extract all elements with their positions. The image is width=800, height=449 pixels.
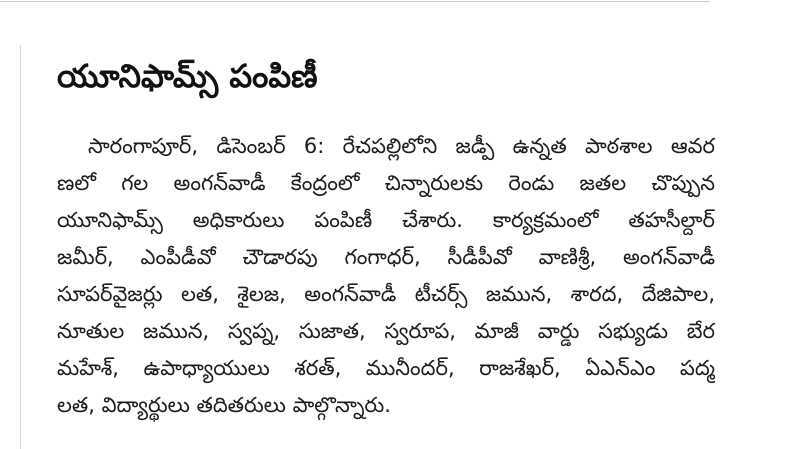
column-divider <box>20 45 21 449</box>
article-line: లత, విద్యార్థులు తదితరులు పాల్గొన్నారు. <box>57 393 391 417</box>
article-line: సారంగాపూర్, డిసెంబర్ 6: రేచపల్లిలోని జడ్పీ ఉన్నత పాఠశాల ఆవర <box>88 134 715 158</box>
top-divider <box>0 1 710 2</box>
article-line: సూపర్‌వైజర్లు లత, శైలజ, అంగన్‌వాడీ టీచర్స్ జమున, శారద, దేజిపాల, <box>57 282 715 306</box>
article-line: యూనిఫామ్స్ అధికారులు పంపిణీ చేశారు. కార్యక్రమంలో తహసీల్దార్ <box>57 208 715 232</box>
article-line: ణలో గల అంగన్‌వాడీ కేంద్రంలో చిన్నారులకు రెండు జతల చొప్పున <box>57 171 715 195</box>
article-line: మహేశ్, ఉపాధ్యాయులు శరత్, మునీందర్, రాజశేఖర్, ఏఎన్‌ఎం పద్మ <box>57 356 715 380</box>
article-body <box>57 128 715 424</box>
article-line: జమీర్, ఎంపీడీవో చౌడారపు గంగాధర్, సీడీపీవో వాణిశ్రీ, అంగన్‌వాడీ <box>57 245 715 269</box>
article-line: నూతుల జమున, స్వప్న, సుజాత, స్వరూప, మాజీ వార్డు సభ్యుడు బేర <box>57 319 715 343</box>
article-headline: యూనిఫామ్స్ పంపిణీ <box>57 57 318 95</box>
